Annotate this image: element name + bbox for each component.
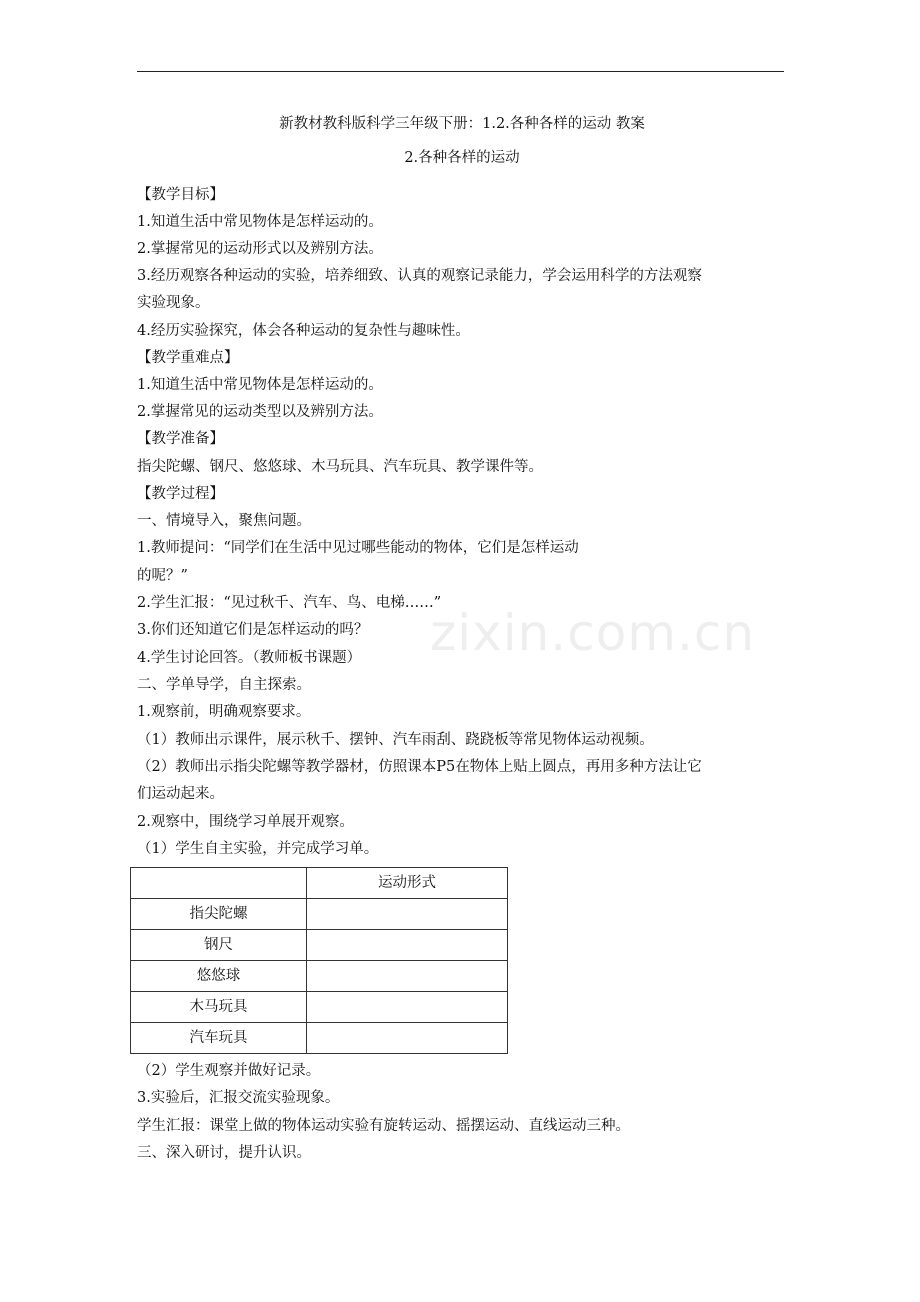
- table-cell-empty: [307, 1023, 508, 1054]
- text-line: 一、情境导入，聚焦问题。: [137, 513, 311, 529]
- text-line: 2.掌握常见的运动类型以及辨别方法。: [137, 404, 383, 420]
- text-line: 1.知道生活中常见物体是怎样运动的。: [137, 214, 383, 230]
- text-line: 1.观察前，明确观察要求。: [137, 704, 311, 720]
- table-header-cell: [131, 868, 307, 899]
- table-row: [131, 1023, 508, 1054]
- section-heading-goals: 【教学目标】: [137, 187, 224, 203]
- text-line: 4.经历实验探究，体会各种运动的复杂性与趣味性。: [137, 323, 470, 339]
- text-line: 3.实验后，汇报交流实验现象。: [137, 1090, 340, 1106]
- table-cell-object: 钢尺: [131, 930, 307, 961]
- header-rule: [137, 71, 784, 72]
- text-line: （1）教师出示课件，展示秋千、摆钟、汽车雨刮、跷跷板等常见物体运动视频。: [137, 732, 654, 748]
- document-title: 新教材教科版科学三年级下册：1.2.各种各样的运动 教案: [279, 116, 645, 132]
- text-line: 3.经历观察各种运动的实验，培养细致、认真的观察记录能力，学会运用科学的方法观察: [137, 268, 702, 284]
- table-cell-empty: [307, 899, 508, 930]
- section-heading-process: 【教学过程】: [137, 486, 224, 502]
- text-line: 们运动起来。: [137, 786, 224, 802]
- text-line: 实验现象。: [137, 295, 210, 311]
- text-line: 学生汇报：课堂上做的物体运动实验有旋转运动、摇摆运动、直线运动三种。: [137, 1118, 630, 1134]
- table-cell-object: 木马玩具: [131, 992, 307, 1023]
- watermark: zixin.com.cn: [430, 604, 756, 662]
- text-line: 1.教师提问：“同学们在生活中见过哪些能动的物体，它们是怎样运动: [137, 540, 579, 556]
- text-line: 4.学生讨论回答。（教师板书课题）: [137, 650, 362, 666]
- table-row: [131, 899, 508, 930]
- text-line: 3.你们还知道它们是怎样运动的吗？: [137, 622, 369, 638]
- table-cell-object: 悠悠球: [131, 961, 307, 992]
- text-line: （1）学生自主实验，并完成学习单。: [137, 841, 379, 857]
- text-line: （2）学生观察并做好记录。: [137, 1063, 321, 1079]
- text-line: 2.学生汇报：“见过秋千、汽车、鸟、电梯……”: [137, 595, 442, 611]
- table-cell-empty: [307, 930, 508, 961]
- text-line: 的呢？”: [137, 568, 188, 584]
- text-line: 二、学单导学，自主探索。: [137, 677, 311, 693]
- table-cell-empty: [307, 992, 508, 1023]
- table-cell-object: 汽车玩具: [131, 1023, 307, 1054]
- table-header-row: [131, 868, 508, 899]
- table-header-cell: 运动形式: [307, 868, 508, 899]
- text-line: 1.知道生活中常见物体是怎样运动的。: [137, 377, 383, 393]
- text-line: （2）教师出示指尖陀螺等教学器材，仿照课本P5在物体上贴上圆点，再用多种方法让它: [137, 759, 702, 775]
- table-cell-object: 指尖陀螺: [131, 899, 307, 930]
- lesson-title: 2.各种各样的运动: [404, 150, 520, 166]
- text-line: 指尖陀螺、钢尺、悠悠球、木马玩具、汽车玩具、教学课件等。: [137, 459, 543, 475]
- table-row: [131, 930, 508, 961]
- text-line: 2.掌握常见的运动形式以及辨别方法。: [137, 241, 383, 257]
- observation-table: [130, 867, 508, 1054]
- table-cell-empty: [307, 961, 508, 992]
- text-line: 三、深入研讨，提升认识。: [137, 1145, 311, 1161]
- section-heading-key-points: 【教学重难点】: [137, 350, 239, 366]
- section-heading-preparation: 【教学准备】: [137, 431, 224, 447]
- table-row: [131, 992, 508, 1023]
- table-row: [131, 961, 508, 992]
- text-line: 2.观察中，围绕学习单展开观察。: [137, 814, 354, 830]
